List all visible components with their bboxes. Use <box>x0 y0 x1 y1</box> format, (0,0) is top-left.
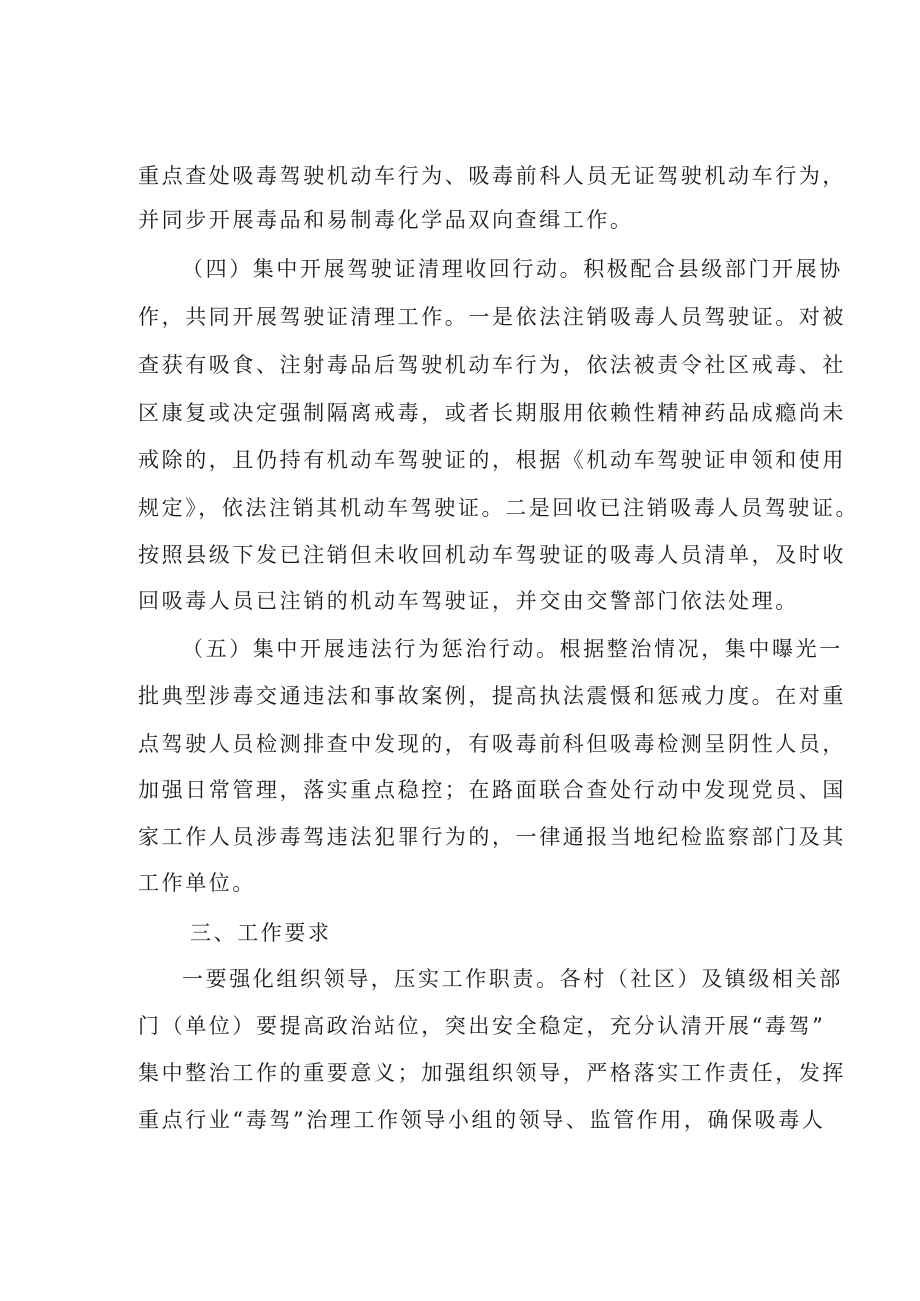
text-line: 区康复或决定强制隔离戒毒，或者长期服用依赖性精神药品成瘾尚未 <box>138 401 846 425</box>
text-line: 集中整治工作的重要意义；加强组织领导，严格落实工作责任，发挥 <box>138 1061 846 1085</box>
text-line: 戒除的，且仍持有机动车驾驶证的，根据《机动车驾驶证申领和使用 <box>138 448 846 472</box>
text-line: 重点行业“毒驾”治理工作领导小组的领导、监管作用，确保吸毒人 <box>138 1108 826 1132</box>
text-line: 加强日常管理，落实重点稳控；在路面联合查处行动中发现党员、国 <box>138 778 846 802</box>
text-line: 重点查处吸毒驾驶机动车行为、吸毒前科人员无证驾驶机动车行为， <box>138 164 846 188</box>
section-four-heading-line: （四）集中开展驾驶证清理收回行动。积极配合县级部门开展协 <box>182 257 843 281</box>
section-five-heading-line: （五）集中开展违法行为惩治行动。根据整治情况，集中曝光一 <box>182 637 843 661</box>
text-line: 作，共同开展驾驶证清理工作。一是依法注销吸毒人员驾驶证。对被 <box>138 305 846 329</box>
text-line: 门（单位）要提高政治站位，突出安全稳定，充分认清开展“毒驾” <box>138 1014 826 1038</box>
text-line: 规定》，依法注销其机动车驾驶证。二是回收已注销吸毒人员驾驶证。 <box>138 496 860 520</box>
text-line: 家工作人员涉毒驾违法犯罪行为的，一律通报当地纪检监察部门及其 <box>138 825 846 849</box>
text-line: 批典型涉毒交通违法和事故案例，提高执法震慑和惩戒力度。在对重 <box>138 684 846 708</box>
text-line: 点驾驶人员检测排查中发现的，有吸毒前科但吸毒检测呈阴性人员， <box>138 732 846 756</box>
text-line: 查获有吸食、注射毒品后驾驶机动车行为，依法被责令社区戒毒、社 <box>138 353 846 377</box>
text-line: 工作单位。 <box>138 871 256 895</box>
text-line: 并同步开展毒品和易制毒化学品双向查缉工作。 <box>138 208 634 232</box>
text-line: 回吸毒人员已注销的机动车驾驶证，并交由交警部门依法处理。 <box>138 589 799 613</box>
section-three-heading: 三、工作要求 <box>190 921 332 945</box>
paragraph-first-line: 一要强化组织领导，压实工作职责。各村（社区）及镇级相关部 <box>182 967 843 991</box>
text-line: 按照县级下发已注销但未收回机动车驾驶证的吸毒人员清单，及时收 <box>138 543 846 567</box>
